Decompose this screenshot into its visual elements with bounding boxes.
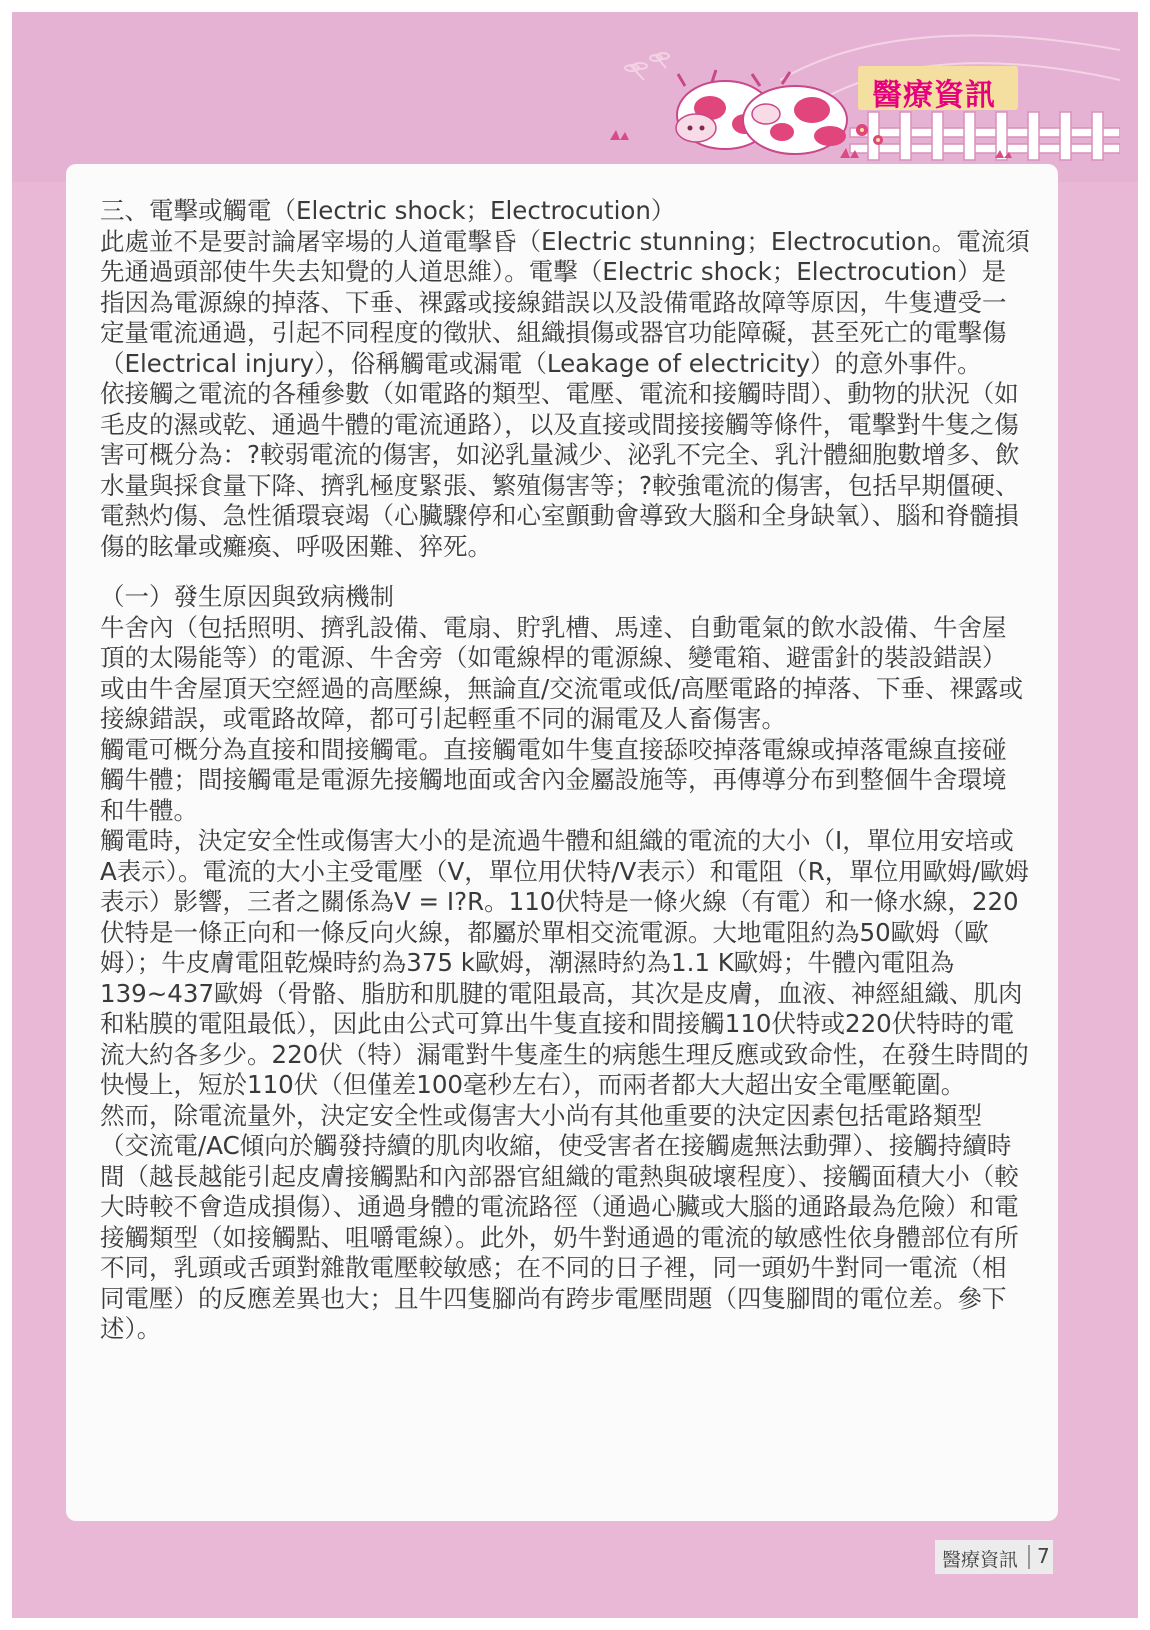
section-heading: 三、電擊或觸電（Electric shock；Electrocution） <box>100 196 676 225</box>
dragonfly-icon <box>625 63 647 80</box>
article-body <box>100 196 1030 1345</box>
paragraph: 觸電可概分為直接和間接觸電。直接觸電如牛隻直接舔咬掉落電線或掉落電線直接碰觸牛體；間接觸電是電源先接觸地面或舍內金屬設施等，再傳導分布到整個牛舍環境和牛體。 <box>100 734 1007 825</box>
paragraph: 觸電時，決定安全性或傷害大小的是流過牛體和組織的電流的大小（I，單位用安培或A表示）。電流的大小主受電壓（V，單位用伏特/V表示）和電阻（R，單位用歐姆/歐姆表示）影響，三者之關係為V = I?R。110伏特是一條火線（有電）和一條水線，220伏特是一條正向和一條反向火線，都屬於單相交流電源。大地電阻約為50歐姆（歐姆）；牛皮膚電阻乾燥時約為375 k歐姆，潮濕時約為1.1 K歐姆；牛體內電阻為139~437歐姆（骨骼、脂肪和肌腱的電阻最高，其次是皮膚，血液、神經組織、肌肉和粘膜的電阻最低），因此由公式可算出牛隻直接和間接觸110伏特或220伏特時的電流大約各多少。220伏（特）漏電對牛隻產生的病態生理反應或致命性，在發生時間的快慢上，短於110伏（但僅差100毫秒左右），而兩者都大大超出安全電壓範圍。 <box>100 826 1030 1099</box>
cow-right <box>743 72 847 154</box>
subsection-heading: （一）發生原因與致病機制 <box>100 582 394 611</box>
footer-section-label: 醫療資訊 <box>942 1549 1019 1571</box>
grass-tuft <box>610 130 629 140</box>
paragraph: 依接觸之電流的各種參數（如電路的類型、電壓、電流和接觸時間）、動物的狀況（如毛皮的濕或乾、通過牛體的電流通路），以及直接或間接接觸等條件，電擊對牛隻之傷害可概分為：?較弱電流的傷害，如泌乳量減少、泌乳不完全、乳汁體細胞數增多、飲水量與採食量下降、擠乳極度緊張、繁殖傷害等；?較強電流的傷害，包括早期僵硬、電熱灼傷、急性循環衰竭（心臟驟停和心室顫動會導致大腦和全身缺氧）、腦和脊髓損傷的眩暈或癱瘓、呼吸困難、猝死。 <box>100 379 1020 561</box>
paragraph: 牛舍內（包括照明、擠乳設備、電扇、貯乳槽、馬達、自動電氣的飲水設備、牛舍屋頂的太陽能等）的電源、牛舍旁（如電線桿的電源線、變電箱、避雷針的裝設錯誤）或由牛舍屋頂天空經過的高壓線，無論直/交流電或低/高壓電路的掉落、下垂、裸露或接線錯誤，或電路故障，都可引起輕重不同的漏電及人畜傷害。 <box>100 612 1024 733</box>
dragonfly-icon <box>650 53 669 68</box>
section-title: 醫療資訊 <box>872 78 996 113</box>
paragraph: 此處並不是要討論屠宰場的人道電擊昏（Electric stunning；Electrocution。電流須先通過頭部使牛失去知覺的人道思維）。電擊（Electric shock；Electrocution）是指因為電源線的掉落、下垂、裸露或接線錯誤以及設備電路故障等原因，牛隻遭受一定量電流通過，引起不同程度的徵狀、組織損傷或器官功能障礙，甚至死亡的電擊傷（Electrical injury），俗稱觸電或漏電（Leakage of electricity）的意外事件。 <box>100 226 1030 378</box>
page-number: 7 <box>1037 1544 1050 1568</box>
fence-illustration <box>850 112 1120 160</box>
paragraph: 然而，除電流量外，決定安全性或傷害大小尚有其他重要的決定因素包括電路類型（交流電/AC傾向於觸發持續的肌肉收縮，使受害者在接觸處無法動彈）、接觸持續時間（越長越能引起皮膚接觸點和內部器官組織的電熱與破壞程度）、接觸面積大小（較大時較不會造成損傷）、通過身體的電流路徑（通過心臟或大腦的通路最為危險）和電接觸類型（如接觸點、咀嚼電線）。此外，奶牛對通過的電流的敏感性依身體部位有所不同，乳頭或舌頭對雜散電壓較敏感；在不同的日子裡，同一頭奶牛對同一電流（相同電壓）的反應差異也大；且牛四隻腳尚有跨步電壓問題（四隻腳間的電位差。參下述）。 <box>100 1100 1019 1343</box>
footer-divider <box>1028 1545 1030 1569</box>
